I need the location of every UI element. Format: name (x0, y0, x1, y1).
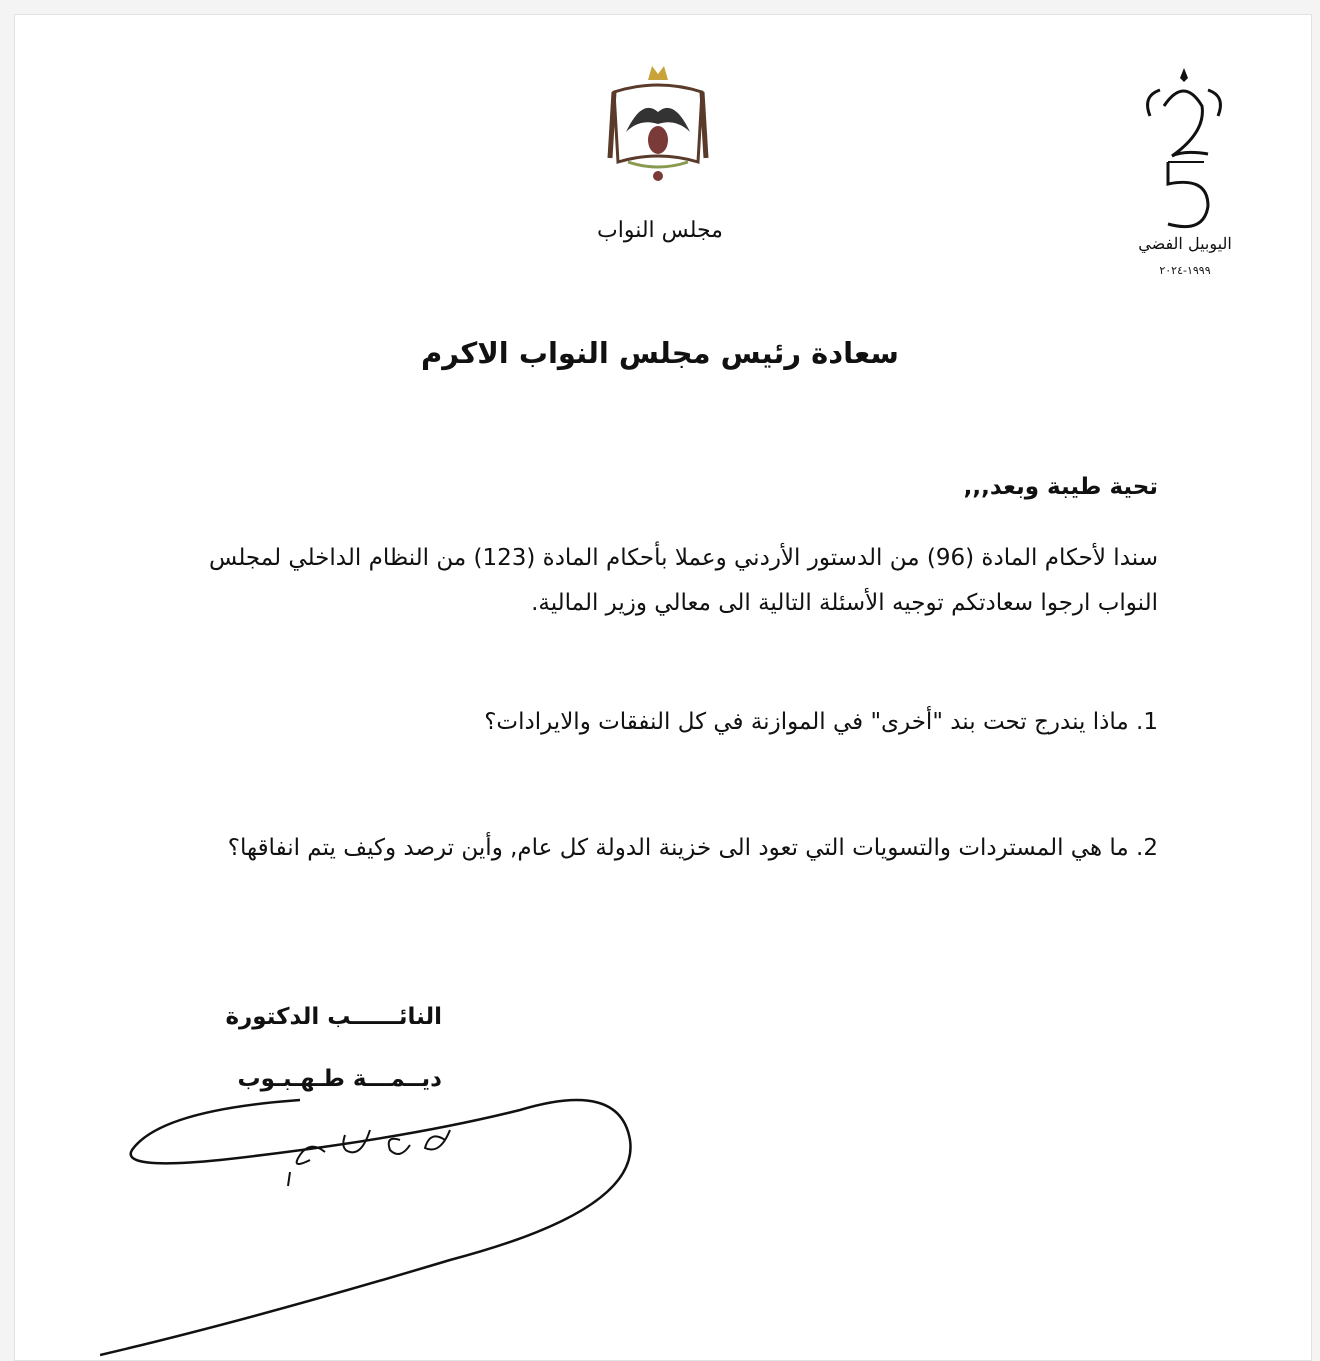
jubilee-logo-text: اليوبيل الفضي (1138, 234, 1232, 253)
question-2: 2. ما هي المستردات والتسويات التي تعود الى خزينة الدولة كل عام, وأين ترصد وكيف يتم انفاقها؟ (227, 835, 1158, 861)
intro-paragraph: سندا لأحكام المادة (96) من الدستور الأردني وعملا بأحكام المادة (123) من النظام الداخلي لمجلس النواب ارجوا سعادتكم توجيه الأسئلة التالية الى معالي وزير المالية. (209, 545, 1158, 616)
handwritten-signature (100, 1060, 660, 1360)
jubilee-logo-icon (1138, 66, 1230, 234)
greeting: تحية طيبة وبعد,,, (963, 474, 1158, 500)
signatory-name: ديــمـــة طـهـبـوب (237, 1066, 442, 1092)
coat-of-arms-icon (606, 62, 710, 190)
addressee-title: سعادة رئيس مجلس النواب الاكرم (421, 336, 899, 370)
signatory-title: النائــــــب الدكتورة (225, 1004, 442, 1030)
council-logo-text: مجلس النواب (597, 218, 723, 243)
jubilee-years: ١٩٩٩-٢٠٢٤ (1159, 264, 1211, 277)
question-1: 1. ماذا يندرج تحت بند "أخرى" في الموازنة في كل النفقات والايرادات؟ (484, 709, 1158, 735)
